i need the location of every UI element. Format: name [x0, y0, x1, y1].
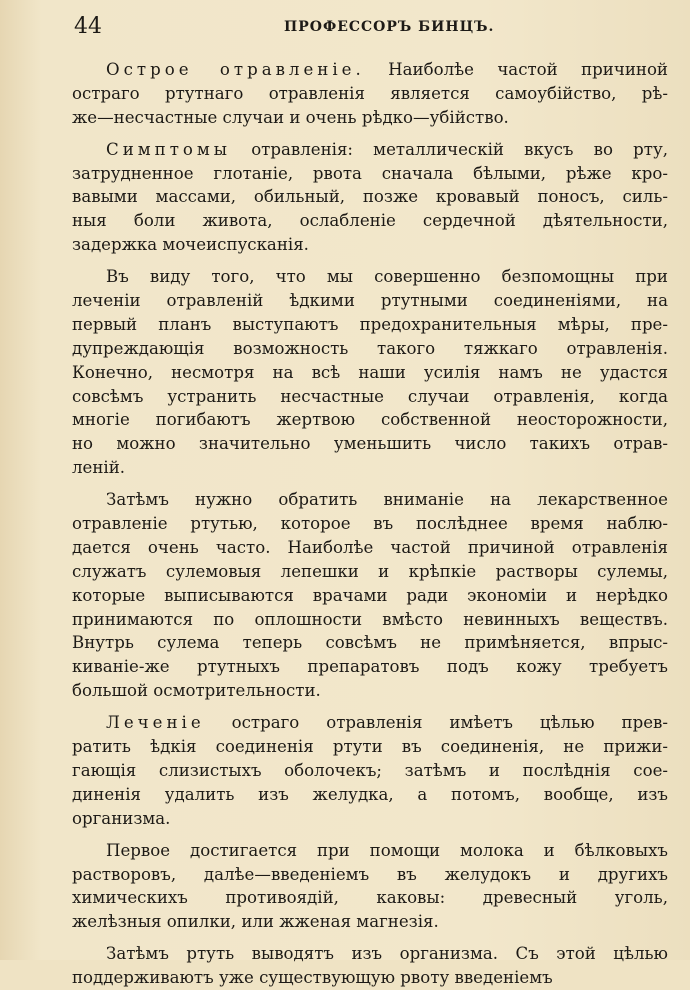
text-line [72, 584, 668, 608]
text-line [72, 337, 668, 361]
paragraph [72, 942, 668, 990]
text-line [72, 783, 668, 807]
text-line [72, 456, 668, 480]
line-text: киваніе-же ртутныхъ препаратовъ подъ кожу требуетъ [72, 657, 668, 677]
text-line [72, 655, 668, 679]
text-line [72, 289, 668, 313]
line-text: дупреждающія возможность такого тяжкаго отравленія. [72, 338, 668, 358]
text-line [72, 82, 668, 106]
text-line [72, 313, 668, 337]
line-text: Конечно, несмотря на всѣ наши усилія намъ не удастся [72, 362, 668, 382]
spaced-heading: Острое отравленіе. [106, 60, 365, 79]
paragraph [72, 58, 668, 130]
text-line [72, 560, 668, 584]
line-text: принимаются по оплошности вмѣсто невинныхъ веществъ. [72, 609, 668, 629]
text-line [72, 886, 668, 910]
text-line [72, 942, 668, 966]
text-line [72, 361, 668, 385]
line-text: которые выписываются врачами ради экономіи и нерѣдко [72, 585, 668, 605]
line-text: леній. [72, 458, 126, 478]
line-text: отравленія: металлическій вкусъ во рту, [231, 139, 668, 159]
text-line [72, 385, 668, 409]
paragraph-gap [72, 130, 668, 138]
text-line [72, 162, 668, 186]
paragraph [72, 839, 668, 935]
line-text: служатъ сулемовыя лепешки и крѣпкіе растворы сулемы, [72, 561, 668, 581]
text-line [72, 408, 668, 432]
line-text: леченіи отравленій ѣдкими ртутными соединеніями, на [72, 291, 668, 311]
line-text: вавыми массами, обильный, позже кровавый поносъ, силь- [72, 187, 668, 207]
text-line [72, 735, 668, 759]
line-text: гающія слизистыхъ оболочекъ; затѣмъ и послѣднія сое- [72, 760, 668, 780]
line-text: отравленіе ртутью, которое въ послѣднее время наблю- [72, 514, 668, 534]
line-text: ныя боли живота, ослабленіе сердечной дѣятельности, [72, 211, 668, 231]
line-text: Затѣмъ ртуть выводятъ изъ организма. Съ этой цѣлью [106, 944, 668, 964]
line-text: но можно значительно уменьшить число такихъ отрав- [72, 434, 668, 454]
paragraph-gap [72, 480, 668, 488]
text-line [72, 233, 668, 257]
paragraph [72, 711, 668, 830]
line-text: дается очень часто. Наиболѣе частой причиной отравленія [72, 537, 668, 557]
line-text: химическихъ противоядій, каковы: древесный уголь, [72, 888, 668, 908]
text-line [72, 839, 668, 863]
line-text: совсѣмъ устранить несчастные случаи отравленія, когда [72, 386, 668, 406]
text-line [72, 631, 668, 655]
paragraph [72, 265, 668, 480]
line-text: Внутрь сулема теперь совсѣмъ не примѣняется, впрыс- [72, 633, 668, 653]
line-text: затрудненное глотаніе, рвота сначала бѣлыми, рѣже кро- [72, 163, 668, 183]
text-line [72, 106, 668, 130]
page-header [74, 14, 670, 40]
line-text: многіе погибаютъ жертвою собственной неосторожности, [72, 410, 668, 430]
running-head: ПРОФЕССОРЪ БИНЦЪ. [284, 19, 495, 35]
line-text: Затѣмъ нужно обратить вниманіе на лекарственное [106, 490, 668, 510]
line-text: ратить ѣдкія соединенія ртути въ соединенія, не прижи- [72, 737, 668, 757]
text-line [72, 807, 668, 831]
body-text [72, 58, 668, 990]
text-line [72, 432, 668, 456]
text-line [72, 711, 668, 735]
page-number: 44 [74, 14, 102, 39]
text-line [72, 863, 668, 887]
text-line [72, 209, 668, 233]
spaced-heading: Леченіе [106, 713, 205, 733]
text-line [72, 512, 668, 536]
line-text: остраго отравленія имѣетъ цѣлью прев- [204, 713, 668, 733]
line-text: же—несчастные случаи и очень рѣдко—убійство. [72, 107, 509, 127]
line-text: первый планъ выступаютъ предохранительныя мѣры, пре- [72, 314, 668, 334]
text-line [72, 138, 668, 162]
line-text: Въ виду того, что мы совершенно безпомощны при [106, 267, 668, 287]
paragraph-gap [72, 831, 668, 839]
text-line [72, 966, 668, 990]
line-text: поддерживаютъ уже существующую рвоту введеніемъ [72, 968, 553, 988]
text-line [72, 679, 668, 703]
text-line [72, 265, 668, 289]
line-text: растворовъ, далѣе—введеніемъ въ желудокъ и другихъ [72, 864, 668, 884]
line-text: Наиболѣе частой причиной [364, 60, 668, 79]
text-line [72, 759, 668, 783]
text-line [72, 608, 668, 632]
paragraph-gap [72, 934, 668, 942]
paragraph-gap [72, 257, 668, 265]
text-line [72, 910, 668, 934]
text-line [72, 58, 668, 82]
line-text: большой осмотрительности. [72, 681, 321, 701]
text-line [72, 536, 668, 560]
line-text: организма. [72, 808, 171, 828]
text-line [72, 185, 668, 209]
line-text: задержка мочеиспусканія. [72, 235, 309, 255]
line-text: Первое достигается при помощи молока и бѣлковыхъ [106, 840, 668, 860]
paragraph [72, 138, 668, 257]
line-text: желѣзныя опилки, или жженая магнезія. [72, 912, 439, 932]
spaced-heading: Симптомы [106, 139, 232, 159]
paragraph [72, 488, 668, 703]
paragraph-gap [72, 703, 668, 711]
line-text: остраго ртутнаго отравленія является самоубійство, рѣ- [72, 83, 668, 103]
line-text: диненія удалить изъ желудка, а потомъ, вообще, изъ [72, 784, 668, 804]
text-line [72, 488, 668, 512]
